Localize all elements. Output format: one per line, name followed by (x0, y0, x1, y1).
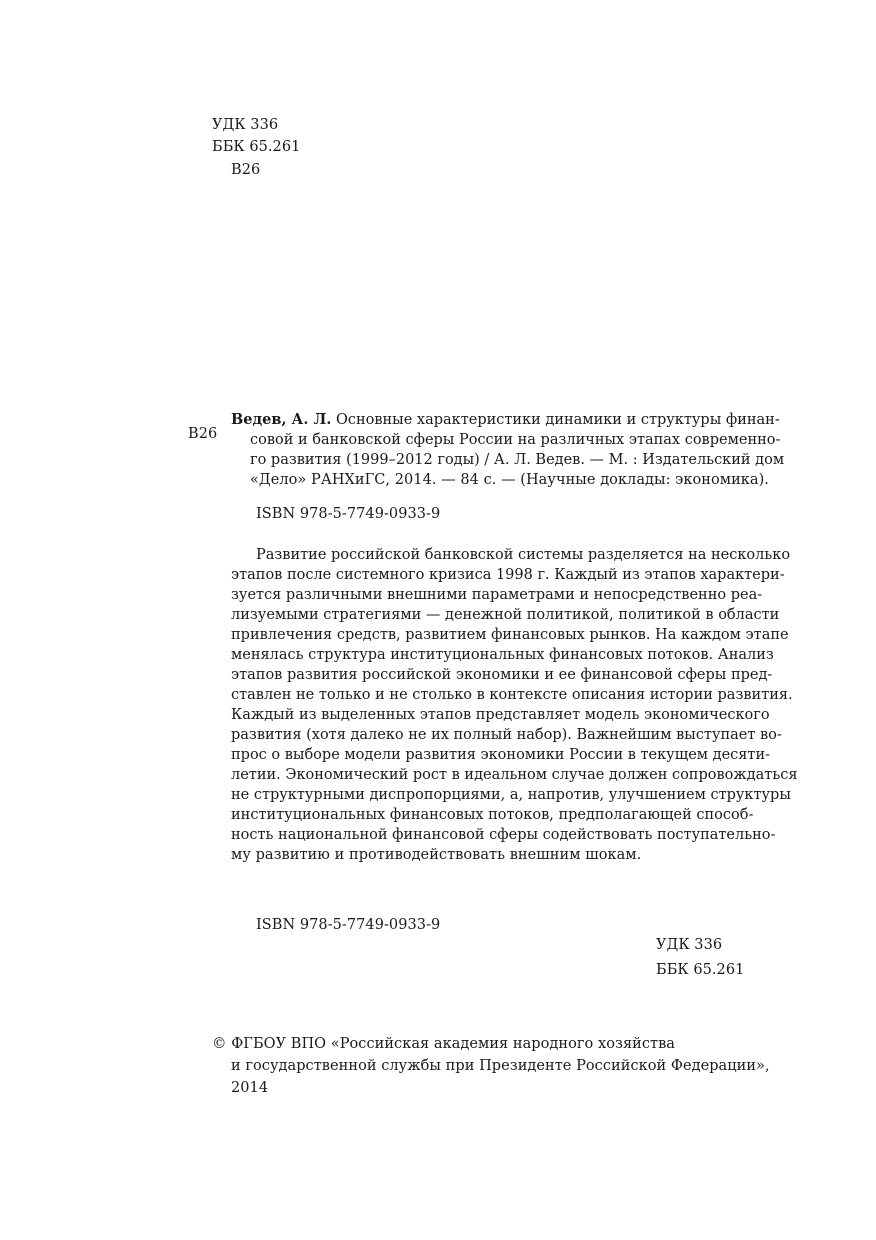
abstract-line: этапов после системного кризиса 1998 г. Каждый из этапов характери- (231, 567, 785, 583)
bibliography-title-start: Основные характеристики динамики и структуры финан- (335, 412, 780, 428)
udk-code-top: УДК 336 (212, 117, 279, 133)
abstract-line: зуется различными внешними параметрами и непосредственно реа- (231, 587, 763, 603)
isbn-bottom: ISBN 978-5-7749-0933-9 (256, 917, 441, 933)
abstract-line: му развитию и противодействовать внешним шокам. (231, 847, 642, 863)
bibliography-line-4: «Дело» РАНХиГС, 2014. — 84 с. — (Научные доклады: экономика). (250, 472, 769, 488)
bibliography-line-2: совой и банковской сферы России на различных этапах современно- (250, 432, 781, 448)
udk-code-bottom: УДК 336 (656, 937, 723, 953)
bbk-code-top: ББК 65.261 (212, 139, 301, 155)
copyright-line-1: © ФГБОУ ВПО «Российская академия народного хозяйства (212, 1036, 676, 1052)
abstract-line: Каждый из выделенных этапов представляет модель экономического (231, 707, 770, 723)
copyright-line-3: 2014 (231, 1080, 269, 1096)
abstract-line: летии. Экономический рост в идеальном случае должен сопровождаться (231, 767, 798, 783)
copyright-line-2: и государственной службы при Президенте Российской Федерации», (231, 1058, 770, 1074)
abstract-line: институциональных финансовых потоков, предполагающей способ- (231, 807, 754, 823)
abstract-line: привлечения средств, развитием финансовых рынков. На каждом этапе (231, 627, 789, 643)
abstract-line: ность национальной финансовой сферы содействовать поступательно- (231, 827, 776, 843)
author-name: Ведев, А. Л. (231, 411, 332, 428)
abstract-line: менялась структура институциональных финансовых потоков. Анализ (231, 647, 774, 663)
bibliography-line-3: го развития (1999–2012 годы) / А. Л. Ведев. — М. : Издательский дом (250, 452, 785, 468)
abstract-line: развития (хотя далеко не их полный набор). Важнейшим выступает во- (231, 727, 782, 743)
abstract-line: лизуемыми стратегиями — денежной политикой, политикой в области (231, 607, 780, 623)
abstract-line: прос о выборе модели развития экономики России в текущем десяти- (231, 747, 771, 763)
author-sign-top: В26 (231, 162, 261, 178)
bibliography-line-1 (231, 410, 780, 430)
author-sign-margin: В26 (188, 426, 218, 442)
abstract-line: Развитие российской банковской системы разделяется на несколько (256, 547, 791, 563)
abstract-line: этапов развития российской экономики и ее финансовой сферы пред- (231, 667, 773, 683)
bbk-code-bottom: ББК 65.261 (656, 962, 745, 978)
abstract-line: ставлен не только и не столько в контексте описания истории развития. (231, 687, 793, 703)
isbn-top: ISBN 978-5-7749-0933-9 (256, 506, 441, 522)
abstract-line: не структурными диспропорциями, а, напротив, улучшением структуры (231, 787, 791, 803)
